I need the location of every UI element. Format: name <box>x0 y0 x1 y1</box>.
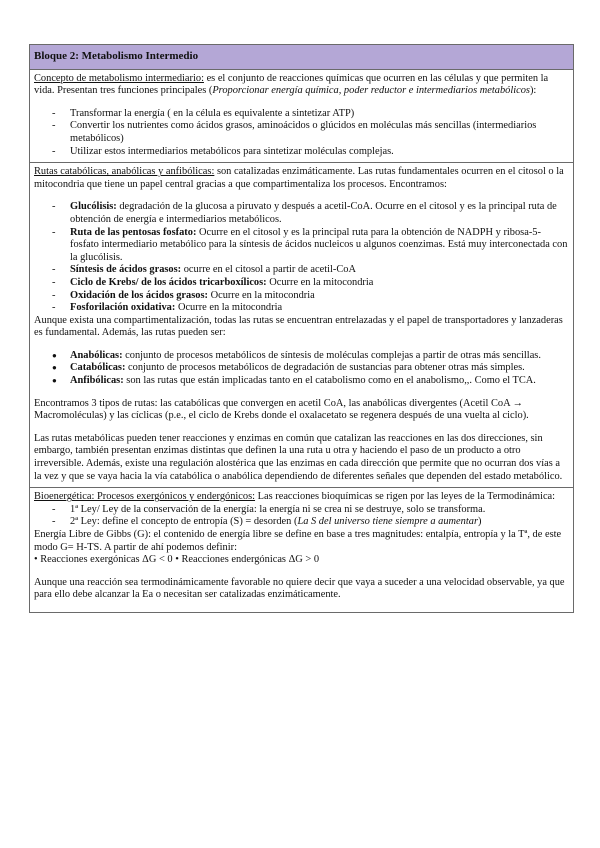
list-item <box>52 277 569 290</box>
list-item: - Utilizar estos intermediarios metabólicos para sintetizar moléculas complejas. <box>52 146 569 159</box>
concepto-section <box>30 70 573 164</box>
bioenergetica-term: Bioenergética: Procesos exergónicos y endergónicos: <box>34 491 256 503</box>
ruta-name: Síntesis de ácidos grasos: <box>70 264 182 276</box>
list-item <box>52 227 569 265</box>
list-item <box>52 516 569 529</box>
ruta-name: Oxidación de los ácidos grasos: <box>70 289 208 301</box>
list-item: - Convertir los nutrientes como ácidos grasos, aminoácidos o glúcidos en moléculas más sencillas (intermediarios metabólicos) <box>52 120 569 145</box>
tipos-list <box>34 350 569 388</box>
tipo-desc: conjunto de procesos metabólicos de degradación de sustancias para obtener otras más simples. <box>125 362 525 374</box>
rutas-aunque: Aunque exista una compartimentalización, todas las rutas se encuentran entrelazadas y el papel de transportadores y lanzaderas es fundamental. Además, las rutas pueden ser: <box>34 314 563 339</box>
reacciones-line: • Reacciones exergónicas ΔG < 0 • Reacciones endergónicas ΔG > 0 <box>34 554 320 566</box>
list-item <box>52 264 569 277</box>
concepto-text: es el conjunto de reacciones químicas que ocurren en las células y que permiten la vida. Presentan tres funciones principales ( <box>34 72 549 97</box>
law2-text: 2ª Ley: define el concepto de entropía (S) = desorden ( <box>70 516 298 528</box>
bioenergetica-section <box>30 488 573 612</box>
ruta-name: Fosforilación oxidativa: <box>70 302 176 314</box>
rutas-list <box>34 201 569 314</box>
ruta-desc: Ocurre en la mitocondria <box>266 276 374 288</box>
notes-table <box>29 44 574 613</box>
ruta-desc: degradación de la glucosa a piruvato y después a acetil-CoA. Ocurre en el citosol y es la principal ruta de obtención de energía e intermediarios metabólicos. <box>70 201 557 225</box>
rutas-section <box>30 163 573 488</box>
page-title: Bloque 2: Metabolismo Intermedio <box>34 50 199 62</box>
list-item <box>52 290 569 303</box>
list-item <box>52 362 569 375</box>
list-item <box>52 350 569 363</box>
concepto-term: Concepto de metabolismo intermediario: <box>34 72 204 84</box>
law2-italic: La S del universo tiene siempre a aumentar <box>297 516 478 528</box>
tipo-name: Catabólicas: <box>70 362 126 374</box>
list-item <box>52 375 569 388</box>
bioenergetica-text: Las reacciones bioquímicas se rigen por las leyes de la Termodinámica: <box>255 491 556 503</box>
list-item: - Transformar la energía ( en la célula es equivalente a sintetizar ATP) <box>52 108 569 121</box>
tipo-name: Anabólicas: <box>70 349 123 361</box>
rutas-tipos-paragraph: Encontramos 3 tipos de rutas: las catabólicas que convergen en acetil CoA, las anabólicas divergentes (Acetil CoA → Macromoléculas) y las cíclicas (p.e., el ciclo de Krebs donde el oxalacetato se regenera después de una vuelta al ciclo). <box>34 397 529 422</box>
gibbs-paragraph: Energía Libre de Gibbs (G): el contenido de energía libre se define en base a tres magnitudes: entalpía, entropía y la Tª, de este modo G= H-TS. A partir de ahí podemos definir: <box>34 529 562 553</box>
list-item: - 1ª Ley/ Ley de la conservación de la energía: la energía ni se crea ni se destruye, solo se transforma. <box>52 504 569 517</box>
concepto-paragraph <box>34 73 569 98</box>
concepto-list <box>34 108 569 158</box>
final-paragraph: Aunque una reacción sea termodinámicamente favorable no quiere decir que vaya a suceder a una velocidad observable, ya que para ello debe alcanzar la Ea o necesitan ser catalizadas enzimáticamente. <box>34 576 565 601</box>
law2-tail: ) <box>478 516 482 528</box>
tipo-desc: son las rutas que están implicadas tanto en el catabolismo como en el anabolismo,,. Como el TCA. <box>123 375 536 387</box>
ruta-name: Ruta de las pentosas fosfato: <box>70 226 197 238</box>
tipo-desc: conjunto de procesos metabólicos de síntesis de moléculas complejas a partir de otras más sencillas. <box>122 349 541 361</box>
header-cell <box>30 45 573 70</box>
ruta-desc: Ocurre en el citosol y es la principal ruta para la obtención de NADPH y ribosa-5-fosfato intermediario metabólico para la síntesis de ácidos nucleicos u algunos coenzimas. Está muy interconectada con la glucólisis. <box>70 226 568 263</box>
ruta-desc: Ocurre en la mitocondria <box>207 289 315 301</box>
rutas-regulacion-paragraph: Las rutas metabólicas pueden tener reacciones y enzimas en común que catalizan las reacciones en las dos direcciones, sin embargo, también presentan enzimas distintas que definen la una ruta u otra y haciendo el paso de un producto a otro irreversible. Además, existe una regulación alostérica que las enzimas en cada dirección que permite que no ocurran dos vías a la vez y que se vaya hacia la vía catabólica o anabólica dependiendo de diferentes señales que dependen del estado metabólico. <box>34 432 563 482</box>
tipo-name: Anfibólicas: <box>70 375 124 387</box>
concepto-tail: ): <box>529 85 537 97</box>
ruta-name: Glucólisis: <box>70 201 117 213</box>
ruta-desc: Ocurre en la mitocondria <box>175 302 283 314</box>
list-item <box>52 201 569 226</box>
rutas-paragraph <box>34 166 569 191</box>
rutas-term: Rutas catabólicas, anabólicas y anfibólicas: <box>34 166 215 178</box>
concepto-italic: Proporcionar energía química, poder reductor e intermediarios metabólicos <box>212 85 530 97</box>
leyes-list <box>34 504 569 529</box>
rutas-text: son catalizadas enzimáticamente. Las rutas fundamentales ocurren en el citosol o la mitocondria que tiene un papel central gracias a que compartimentaliza los procesos. Encontramos: <box>34 166 564 190</box>
ruta-desc: ocurre en el citosol a partir de acetil-CoA <box>181 264 356 276</box>
list-item <box>52 302 569 315</box>
bioenergetica-paragraph <box>34 491 569 504</box>
ruta-name: Ciclo de Krebs/ de los ácidos tricarboxílicos: <box>70 276 267 288</box>
